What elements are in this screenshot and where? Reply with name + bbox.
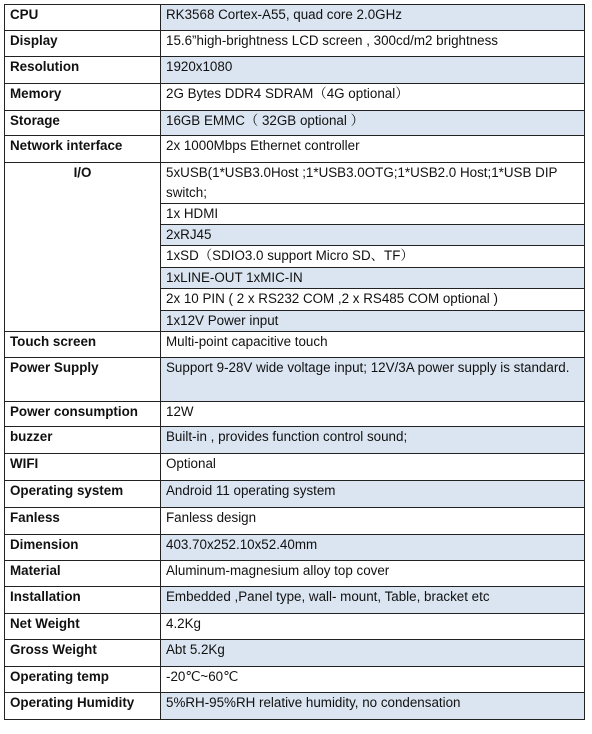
spec-label: Network interface — [5, 136, 161, 163]
spec-value: 1920x1080 — [161, 57, 585, 84]
spec-value: Support 9-28V wide voltage input; 12V/3A power supply is standard. — [161, 358, 585, 402]
spec-row-touch — [5, 332, 585, 358]
spec-row-os — [5, 481, 585, 508]
spec-row-material — [5, 561, 585, 587]
spec-label: CPU — [5, 5, 161, 31]
spec-label: Net Weight — [5, 614, 161, 640]
spec-label: Operating system — [5, 481, 161, 508]
spec-value: 2G Bytes DDR4 SDRAM（4G optional） — [161, 84, 585, 111]
spec-value: 4.2Kg — [161, 614, 585, 640]
io-item: 1xLINE-OUT 1xMIC-IN — [161, 268, 585, 289]
spec-value: Optional — [161, 454, 585, 481]
spec-row-operating-humidity — [5, 693, 585, 720]
spec-value: 15.6”high-brightness LCD screen , 300cd/m2 brightness — [161, 31, 585, 57]
io-item: 1x HDMI — [161, 204, 585, 225]
io-row-usb — [5, 163, 585, 204]
spec-value: -20℃~60℃ — [161, 667, 585, 693]
spec-table — [4, 4, 585, 720]
spec-row-gross-weight — [5, 640, 585, 667]
spec-value: Fanless design — [161, 508, 585, 535]
spec-label: Gross Weight — [5, 640, 161, 667]
spec-label: Power consumption — [5, 402, 161, 427]
spec-label: Fanless — [5, 508, 161, 535]
io-item: 2xRJ45 — [161, 225, 585, 246]
spec-row-resolution — [5, 57, 585, 84]
spec-row-dimension — [5, 535, 585, 561]
spec-value: 5%RH-95%RH relative humidity, no condensation — [161, 693, 585, 720]
spec-label: Installation — [5, 587, 161, 614]
spec-label: Display — [5, 31, 161, 57]
io-item: 1x12V Power input — [161, 311, 585, 332]
spec-label: Operating Humidity — [5, 693, 161, 720]
spec-label: Memory — [5, 84, 161, 111]
spec-row-installation — [5, 587, 585, 614]
io-item: 5xUSB(1*USB3.0Host ;1*USB3.0OTG;1*USB2.0 Host;1*USB DIP switch; — [161, 163, 585, 204]
spec-value: Built-in , provides function control sound; — [161, 427, 585, 454]
spec-value: RK3568 Cortex-A55, quad core 2.0GHz — [161, 5, 585, 31]
spec-value: 16GB EMMC（ 32GB optional ） — [161, 111, 585, 136]
spec-value: Aluminum-magnesium alloy top cover — [161, 561, 585, 587]
spec-row-cpu — [5, 5, 585, 31]
spec-row-net-weight — [5, 614, 585, 640]
spec-label: Power Supply — [5, 358, 161, 402]
spec-value: Abt 5.2Kg — [161, 640, 585, 667]
spec-row-network — [5, 136, 585, 163]
spec-row-buzzer — [5, 427, 585, 454]
spec-row-power-consumption — [5, 402, 585, 427]
spec-row-memory — [5, 84, 585, 111]
io-item: 1xSD（SDIO3.0 support Micro SD、TF） — [161, 246, 585, 268]
spec-value: Android 11 operating system — [161, 481, 585, 508]
io-label: I/O — [5, 163, 161, 332]
spec-label: Resolution — [5, 57, 161, 84]
spec-label: Touch screen — [5, 332, 161, 358]
spec-row-display — [5, 31, 585, 57]
spec-value: Multi-point capacitive touch — [161, 332, 585, 358]
spec-value: 2x 1000Mbps Ethernet controller — [161, 136, 585, 163]
spec-value: 403.70x252.10x52.40mm — [161, 535, 585, 561]
spec-label: Storage — [5, 111, 161, 136]
spec-label: buzzer — [5, 427, 161, 454]
spec-label: Material — [5, 561, 161, 587]
spec-row-fanless — [5, 508, 585, 535]
spec-row-operating-temp — [5, 667, 585, 693]
spec-value: 12W — [161, 402, 585, 427]
io-item: 2x 10 PIN ( 2 x RS232 COM ,2 x RS485 COM optional ) — [161, 289, 585, 311]
spec-row-power-supply — [5, 358, 585, 402]
spec-label: WIFI — [5, 454, 161, 481]
spec-value: Embedded ,Panel type, wall- mount, Table, bracket etc — [161, 587, 585, 614]
spec-row-wifi — [5, 454, 585, 481]
spec-label: Dimension — [5, 535, 161, 561]
spec-label: Operating temp — [5, 667, 161, 693]
spec-row-storage — [5, 111, 585, 136]
